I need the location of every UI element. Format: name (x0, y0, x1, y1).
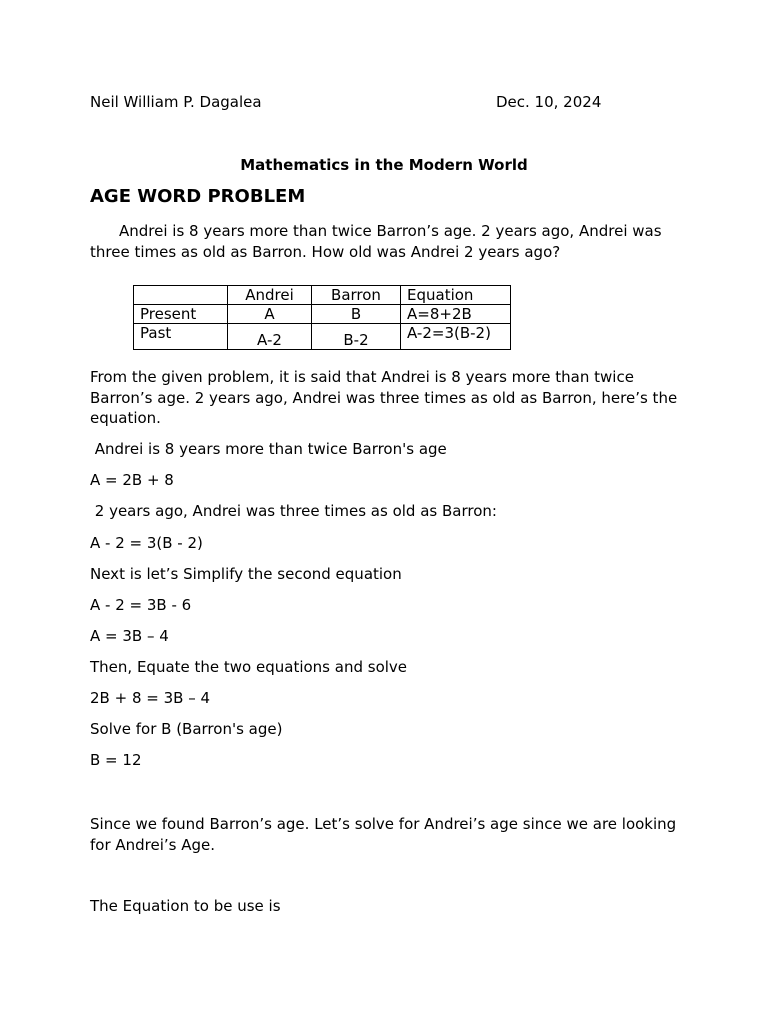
equation-line: A = 3B – 4 (90, 627, 169, 645)
age-table (133, 285, 511, 350)
table-header-cell: Barron (312, 286, 401, 305)
table-row (134, 324, 511, 350)
step-text: Andrei is 8 years more than twice Barron's age (90, 440, 447, 458)
table-header-row (134, 286, 511, 305)
final-line: The Equation to be use is (90, 897, 281, 915)
step-text: Solve for B (Barron's age) (90, 720, 283, 738)
equation-line: A = 2B + 8 (90, 471, 174, 489)
step-text: Then, Equate the two equations and solve (90, 658, 408, 676)
step-text: 2 years ago, Andrei was three times as old as Barron: (90, 502, 497, 520)
followup-paragraph: Since we found Barron’s age. Let’s solve for Andrei’s age since we are looking for Andrei’s Age. (90, 815, 677, 854)
course-title: Mathematics in the Modern World (240, 156, 528, 174)
table-header-cell (134, 286, 228, 305)
equation-line: B = 12 (90, 751, 142, 769)
author-name: Neil William P. Dagalea (90, 93, 262, 111)
section-heading: AGE WORD PROBLEM (90, 186, 306, 207)
table-cell: A=8+2B (401, 305, 511, 324)
explanation-paragraph: From the given problem, it is said that Andrei is 8 years more than twice Barron’s age. 2 years ago, Andrei was three times as old as Barron, here’s the equation. (90, 368, 678, 427)
table-cell: Present (134, 305, 228, 324)
equation-line: A - 2 = 3(B - 2) (90, 534, 203, 552)
table-cell: A-2 (228, 324, 312, 350)
table-header-cell: Equation (401, 286, 511, 305)
equation-line: A - 2 = 3B - 6 (90, 596, 192, 614)
equation-line: 2B + 8 = 3B – 4 (90, 689, 210, 707)
step-text: Next is let’s Simplify the second equation (90, 565, 402, 583)
table-cell: B (312, 305, 401, 324)
table-cell: Past (134, 324, 228, 350)
table-cell: B-2 (312, 324, 401, 350)
problem-statement: Andrei is 8 years more than twice Barron’s age. 2 years ago, Andrei was three times as old as Barron. How old was Andrei 2 years ago? (90, 222, 662, 261)
table-cell: A-2=3(B-2) (401, 324, 511, 350)
table-header-cell: Andrei (228, 286, 312, 305)
table-cell: A (228, 305, 312, 324)
document-date: Dec. 10, 2024 (496, 93, 602, 111)
table-row (134, 305, 511, 324)
